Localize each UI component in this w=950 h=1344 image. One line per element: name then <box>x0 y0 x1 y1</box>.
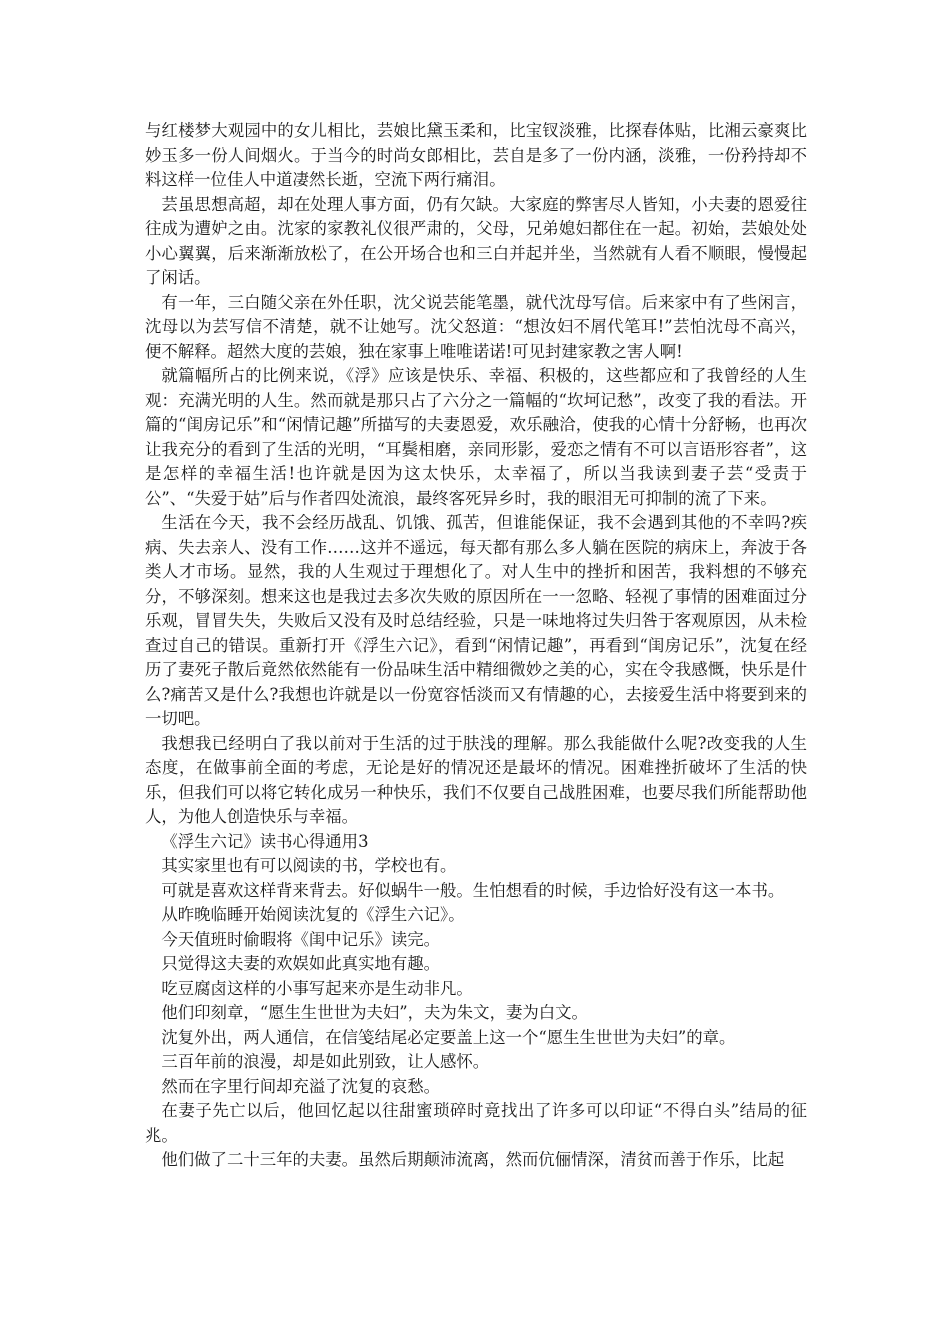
paragraph-13: 吃豆腐卤这样的小事写起来亦是生动非凡。 <box>161 978 473 998</box>
paragraph-16: 三百年前的浪漫，却是如此别致，让人感怀。 <box>161 1052 490 1071</box>
paragraph-12: 只觉得这夫妻的欢娱如此真实地有趣。 <box>161 954 441 973</box>
paragraph-14: 他们印刻章，“愿生生世世为夫妇”，夫为朱文，妻为白文。 <box>161 1003 588 1022</box>
paragraph-17: 然而在字里行间却充溢了沈复的哀愁。 <box>161 1076 441 1096</box>
section-heading: 《浮生六记》读书心得通用3 <box>161 831 369 851</box>
paragraph-18: 在妻子先亡以后，他回忆起以往甜蜜琐碎时竟找出了许多可以印证“不得白头”结局的征兆。 <box>145 1101 807 1145</box>
paragraph-6: 我想我已经明白了我以前对于生活的过于肤浅的理解。那么我能做什么呢?改变我的人生态度，在做事前全面的考虑，无论是好的情况还是最坏的情况。困难挫折破坏了生活的快乐，但我们可以将它转化成另一种快乐，我们不仅要自己战胜困难，也要尽我们所能帮助他人，为他人创造快乐与幸福。 <box>145 733 807 826</box>
paragraph-15: 沈复外出，两人通信，在信笺结尾必定要盖上这一个“愿生生世世为夫妇”的章。 <box>161 1027 736 1047</box>
paragraph-19: 他们做了二十三年的夫妻。虽然后期颠沛流离，然而伉俪情深，清贫而善于作乐，比起 <box>161 1150 785 1169</box>
document-body <box>145 119 807 1173</box>
paragraph-8: 其实家里也有可以阅读的书，学校也有。 <box>161 856 457 875</box>
paragraph-10: 从昨晚临睡开始阅读沈复的《浮生六记》。 <box>161 905 465 924</box>
paragraph-11: 今天值班时偷暇将《闺中记乐》读完。 <box>161 929 441 949</box>
paragraph-5: 生活在今天，我不会经历战乱、饥饿、孤苦，但谁能保证，我不会遇到其他的不幸吗?疾病、失去亲人、没有工作……这并不遥远，每天都有那么多人躺在医院的病床上，奔波于各类人才市场。显然，我的人生观过于理想化了。对人生中的挫折和困苦，我料想的不够充分，不够深刻。想来这也是我过去多次失败的原因所在一一忽略、轻视了事情的困难面过分乐观，冒冒失失，失败后又没有及时总结经验，只是一味地将过失归咎于客观原因，从未检查过自己的错误。重新打开《浮生六记》，看到“闲情记趣”，再看到“闺房记乐”，沈复在经历了妻死子散后竟然依然能有一份品味生活中精细微妙之美的心，实在令我感慨，快乐是什么?痛苦又是什么?我想也许就是以一份宽容恬淡而又有情趣的心，去接爱生活中将要到来的一切吧。 <box>145 513 807 728</box>
paragraph-3: 有一年，三白随父亲在外任职，沈父说芸能笔墨，就代沈母写信。后来家中有了些闲言，沈母以为芸写信不清楚，就不让她写。沈父怒道：“想汝妇不屑代笔耳!”芸怕沈母不高兴，便不解释。超然大度的芸娘，独在家事上唯唯诺诺!可见封建家教之害人啊! <box>145 292 807 361</box>
paragraph-1: 与红楼梦大观园中的女儿相比，芸娘比黛玉柔和，比宝钗淡雅，比探春体贴，比湘云豪爽比妙玉多一份人间烟火。于当今的时尚女郎相比，芸自是多了一份内涵，淡雅，一份矜持却不料这样一位佳人中道凄然长逝，空流下两行痛泪。 <box>145 121 807 189</box>
paragraph-9: 可就是喜欢这样背来背去。好似蜗牛一般。生怕想看的时候，手边恰好没有这一本书。 <box>161 880 785 900</box>
paragraph-4: 就篇幅所占的比例来说，《浮》应该是快乐、幸福、积极的，这些都应和了我曾经的人生观：充满光明的人生。然而就是那只占了六分之一篇幅的“坎坷记愁”，改变了我的看法。开篇的“闺房记乐”和“闲情记趣”所描写的夫妻恩爱，欢乐融洽，使我的心情十分舒畅，也再次让我充分的看到了生活的光明，“耳鬓相磨，亲同形影，爱恋之情有不可以言语形容者”，这是怎样的幸福生活!也许就是因为这太快乐，太幸福了，所以当我读到妻子芸“受责于公”、“失爱于姑”后与作者四处流浪，最终客死异乡时，我的眼泪无可抑制的流了下来。 <box>145 366 807 508</box>
paragraph-2: 芸虽思想高超，却在处理人事方面，仍有欠缺。大家庭的弊害尽人皆知，小夫妻的恩爱往往成为遭妒之由。沈家的家教礼仪很严肃的，父母，兄弟媳妇都住在一起。初始，芸娘处处小心翼翼，后来渐渐放松了，在公开场合也和三白并起并坐，当然就有人看不顺眼，慢慢起了闲话。 <box>145 194 807 287</box>
